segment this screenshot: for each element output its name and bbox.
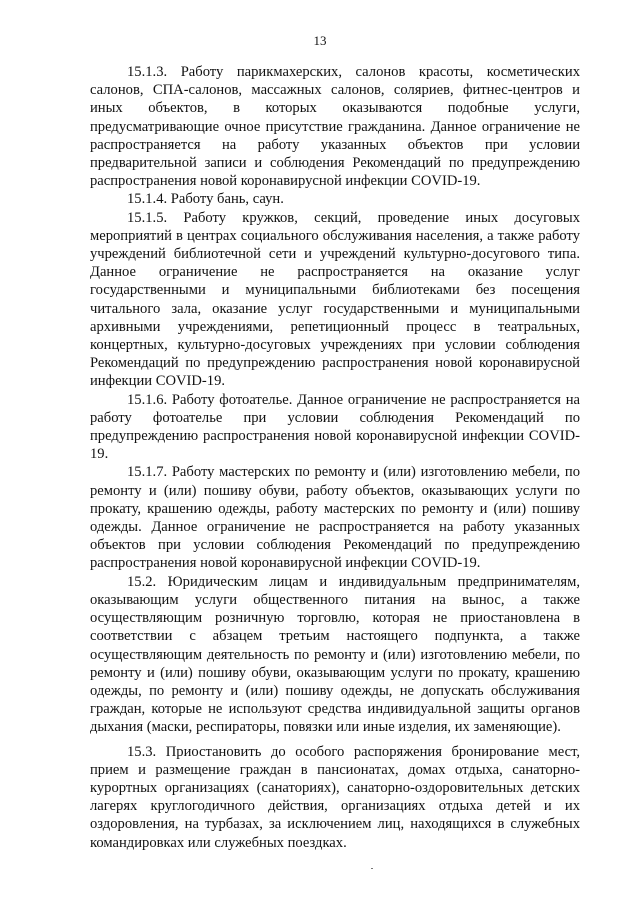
paragraph-15-1-5: 15.1.5. Работу кружков, секций, проведение иных досуговых мероприятий в центрах социального обслуживания населения, а также работу учреждений библиотечной сети и учреждений культурно-досугового типа. Данное ограничение не распространяется на оказание услуг государственными и муниципальными библиотеками без посещения читального зала, оказание услуг государственными и муниципальными архивными учреждениями, репетиционный процесс в театральных, концертных, культурно-досуговых учреждениях при условии соблюдения Рекомендаций по предупреждению распространения новой коронавирусной инфекции COVID-19. <box>90 209 580 390</box>
paragraph-15-1-4: 15.1.4. Работу бань, саун. <box>127 191 284 208</box>
paragraph-15-1-3: 15.1.3. Работу парикмахерских, салонов красоты, косметических салонов, СПА-салонов, массажных салонов, соляриев, фитнес-центров и иных объектов, в которых оказываются подобные услуги, предусматривающие очное присутствие гражданина. Данное ограничение не распространяется на работу указанных объектов при условии предварительной записи и соблюдения Рекомендаций по предупреждению распространения новой коронавирусной инфекции COVID-19. <box>90 64 580 190</box>
paragraph-15-1-7: 15.1.7. Работу мастерских по ремонту и (или) изготовлению мебели, по ремонту и (или) пошиву обуви, работу объектов, оказывающих услуги по прокату, крашению одежды, работу мастерских по ремонту и (или) пошиву одежды. Данное ограничение не распространяется на работу указанных объектов при условии соблюдения Рекомендаций по предупреждению распространения новой коронавирусной инфекции COVID-19. <box>90 464 580 572</box>
paragraph-15-3: 15.3. Приостановить до особого распоряжения бронирование мест, прием и размещение граждан в пансионатах, домах отдыха, санаторно-курортных организациях (санаториях), санаторно-оздоровительных детских лагерях круглогодичного действия, организациях отдыха детей и их оздоровления, на турбазах, за исключением лиц, находящихся в служебных командировках или служебных поездках. <box>90 743 580 851</box>
page-number: 13 <box>313 33 327 48</box>
paragraph-15-2: 15.2. Юридическим лицам и индивидуальным предпринимателям, оказывающим услуги общественного питания на вынос, а также осуществляющим розничную торговлю, которая не приостановлена в соответствии с абзацем третьим настоящего подпункта, а также осуществляющим деятельность по ремонту и (или) изготовлению мебели, по ремонту и (или) пошиву обуви, оказывающим услуги по прокату, крашению одежды, по ремонту и (или) пошиву одежды, не допускать обслуживания граждан, которые не используют средства индивидуальной защиты органов дыхания (маски, респираторы, повязки или иные изделия, их заменяющие). <box>90 573 580 736</box>
scan-speck <box>371 868 373 869</box>
document-body <box>90 63 580 852</box>
paragraph-15-1-6: 15.1.6. Работу фотоателье. Данное ограничение не распространяется на работу фотоателье при условии соблюдения Рекомендаций по предупреждению распространения новой коронавирусной инфекции COVID-19. <box>90 391 580 463</box>
